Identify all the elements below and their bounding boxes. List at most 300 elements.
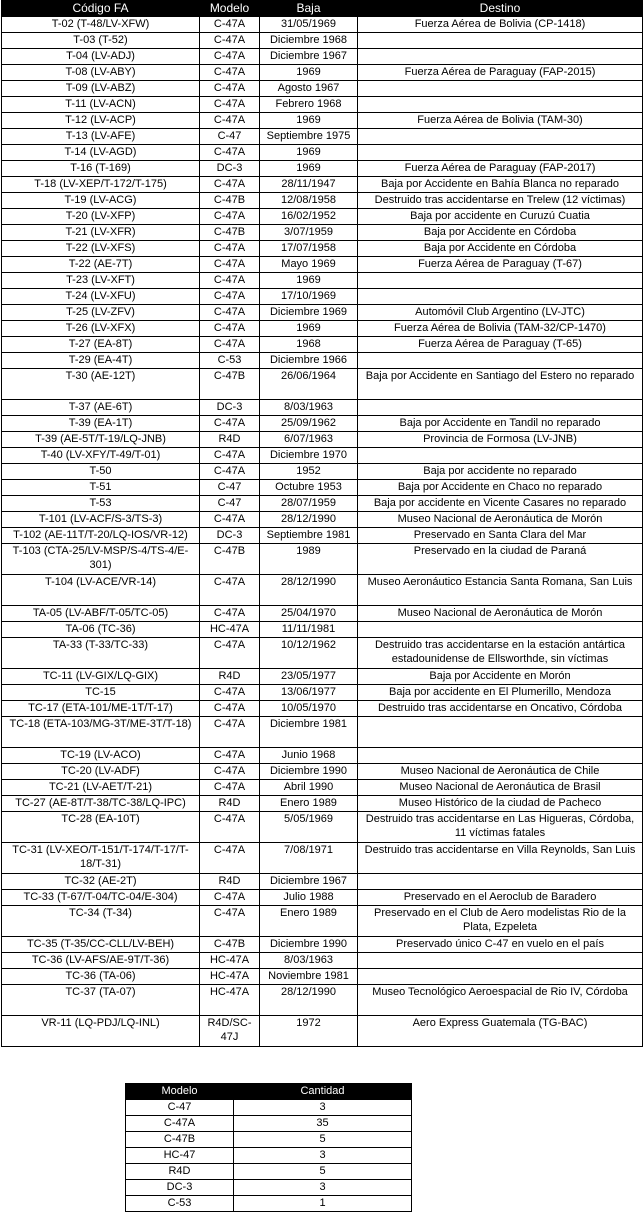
- baja-cell: Diciembre 1967: [260, 874, 358, 890]
- destino-cell: Museo Nacional de Aeronáutica de Morón: [358, 606, 643, 622]
- modelo-cell: C-47A: [200, 33, 260, 49]
- modelo-cell: C-47A: [200, 257, 260, 273]
- baja-cell: 13/06/1977: [260, 685, 358, 701]
- aircraft-table-header-row: [2, 1, 643, 17]
- aircraft-table-body: [2, 17, 643, 1047]
- summary-header-cantidad: Cantidad: [234, 1084, 412, 1100]
- baja-cell: Enero 1989: [260, 906, 358, 937]
- codigo-fa-cell: TC-31 (LV-XEO/T-151/T-174/T-17/T-18/T-31): [2, 843, 200, 874]
- modelo-cell: C-47A: [200, 764, 260, 780]
- destino-cell: [358, 874, 643, 890]
- summary-row: [126, 1196, 412, 1212]
- modelo-cell: HC-47A: [200, 622, 260, 638]
- destino-cell: Preservado en Santa Clara del Mar: [358, 528, 643, 544]
- modelo-cell: C-47A: [200, 464, 260, 480]
- modelo-cell: C-47A: [200, 890, 260, 906]
- modelo-cell: C-47: [200, 129, 260, 145]
- table-row: [2, 890, 643, 906]
- codigo-fa-cell: T-13 (LV-AFE): [2, 129, 200, 145]
- baja-cell: 1969: [260, 65, 358, 81]
- baja-cell: 28/07/1959: [260, 496, 358, 512]
- baja-cell: 28/11/1947: [260, 177, 358, 193]
- table-row: [2, 717, 643, 748]
- destino-cell: Baja por Accidente en Chaco no reparado: [358, 480, 643, 496]
- codigo-fa-cell: T-20 (LV-XFP): [2, 209, 200, 225]
- destino-cell: Destruido tras accidentarse en Las Higueras, Córdoba, 11 víctimas fatales: [358, 812, 643, 843]
- destino-cell: Fuerza Aérea de Paraguay (T-67): [358, 257, 643, 273]
- table-row: [2, 764, 643, 780]
- table-row: [2, 209, 643, 225]
- codigo-fa-cell: T-39 (AE-5T/T-19/LQ-JNB): [2, 432, 200, 448]
- baja-cell: 25/09/1962: [260, 416, 358, 432]
- table-row: [2, 985, 643, 1016]
- codigo-fa-cell: T-22 (LV-XFS): [2, 241, 200, 257]
- table-row: [2, 780, 643, 796]
- destino-cell: Preservado en el Aeroclub de Baradero: [358, 890, 643, 906]
- destino-cell: Fuerza Aérea de Paraguay (FAP-2015): [358, 65, 643, 81]
- codigo-fa-cell: T-24 (LV-XFU): [2, 289, 200, 305]
- destino-cell: Baja por accidente en Vicente Casares no reparado: [358, 496, 643, 512]
- summary-cantidad-cell: 3: [234, 1180, 412, 1196]
- baja-cell: 1969: [260, 113, 358, 129]
- modelo-cell: C-47A: [200, 512, 260, 528]
- summary-row: [126, 1132, 412, 1148]
- codigo-fa-cell: T-25 (LV-ZFV): [2, 305, 200, 321]
- modelo-cell: R4D: [200, 874, 260, 890]
- modelo-cell: C-47A: [200, 305, 260, 321]
- destino-cell: [358, 969, 643, 985]
- baja-cell: 10/12/1962: [260, 638, 358, 669]
- modelo-cell: C-47A: [200, 906, 260, 937]
- codigo-fa-cell: T-14 (LV-AGD): [2, 145, 200, 161]
- table-row: [2, 575, 643, 606]
- modelo-cell: C-47B: [200, 193, 260, 209]
- modelo-cell: C-47A: [200, 416, 260, 432]
- modelo-cell: C-47A: [200, 638, 260, 669]
- destino-cell: Baja por accidente no reparado: [358, 464, 643, 480]
- table-row: [2, 906, 643, 937]
- table-row: [2, 544, 643, 575]
- destino-cell: Museo Nacional de Aeronáutica de Morón: [358, 512, 643, 528]
- codigo-fa-cell: TC-36 (TA-06): [2, 969, 200, 985]
- table-row: [2, 685, 643, 701]
- table-row: [2, 337, 643, 353]
- baja-cell: 12/08/1958: [260, 193, 358, 209]
- table-row: [2, 432, 643, 448]
- codigo-fa-cell: T-102 (AE-11T/T-20/LQ-IOS/VR-12): [2, 528, 200, 544]
- modelo-cell: C-47A: [200, 145, 260, 161]
- codigo-fa-cell: T-51: [2, 480, 200, 496]
- destino-cell: Baja por Accidente en Bahía Blanca no reparado: [358, 177, 643, 193]
- baja-cell: Diciembre 1990: [260, 937, 358, 953]
- table-row: [2, 65, 643, 81]
- table-row: [2, 177, 643, 193]
- table-row: [2, 97, 643, 113]
- table-row: [2, 241, 643, 257]
- modelo-cell: R4D/SC-47J: [200, 1016, 260, 1047]
- destino-cell: Preservado en el Club de Aero modelistas Rio de la Plata, Ezpeleta: [358, 906, 643, 937]
- modelo-cell: C-47B: [200, 937, 260, 953]
- table-row: [2, 33, 643, 49]
- table-row: [2, 369, 643, 400]
- modelo-cell: C-47A: [200, 575, 260, 606]
- destino-cell: Aero Express Guatemala (TG-BAC): [358, 1016, 643, 1047]
- modelo-cell: C-47A: [200, 448, 260, 464]
- destino-cell: Baja por Accidente en Córdoba: [358, 241, 643, 257]
- table-row: [2, 843, 643, 874]
- destino-cell: Preservado en la ciudad de Paraná: [358, 544, 643, 575]
- table-row: [2, 257, 643, 273]
- table-row: [2, 669, 643, 685]
- codigo-fa-cell: T-21 (LV-XFR): [2, 225, 200, 241]
- summary-modelo-cell: DC-3: [126, 1180, 234, 1196]
- baja-cell: 7/08/1971: [260, 843, 358, 874]
- table-row: [2, 512, 643, 528]
- baja-cell: 1969: [260, 161, 358, 177]
- table-row: [2, 638, 643, 669]
- codigo-fa-cell: T-104 (LV-ACE/VR-14): [2, 575, 200, 606]
- header-baja: Baja: [260, 1, 358, 17]
- modelo-cell: C-47A: [200, 717, 260, 748]
- destino-cell: Fuerza Aérea de Paraguay (T-65): [358, 337, 643, 353]
- modelo-cell: R4D: [200, 669, 260, 685]
- summary-modelo-cell: C-53: [126, 1196, 234, 1212]
- baja-cell: Diciembre 1967: [260, 49, 358, 65]
- baja-cell: Diciembre 1970: [260, 448, 358, 464]
- codigo-fa-cell: TC-37 (TA-07): [2, 985, 200, 1016]
- codigo-fa-cell: TA-06 (TC-36): [2, 622, 200, 638]
- baja-cell: Abril 1990: [260, 780, 358, 796]
- summary-row: [126, 1148, 412, 1164]
- codigo-fa-cell: T-08 (LV-ABY): [2, 65, 200, 81]
- header-codigo-fa: Código FA: [2, 1, 200, 17]
- baja-cell: 5/05/1969: [260, 812, 358, 843]
- destino-cell: [358, 33, 643, 49]
- baja-cell: 8/03/1963: [260, 953, 358, 969]
- codigo-fa-cell: T-27 (EA-8T): [2, 337, 200, 353]
- summary-modelo-cell: R4D: [126, 1164, 234, 1180]
- modelo-cell: C-47A: [200, 113, 260, 129]
- baja-cell: 31/05/1969: [260, 17, 358, 33]
- destino-cell: Fuerza Aérea de Bolivia (TAM-32/CP-1470): [358, 321, 643, 337]
- baja-cell: 28/12/1990: [260, 575, 358, 606]
- modelo-cell: C-47A: [200, 273, 260, 289]
- modelo-cell: C-53: [200, 353, 260, 369]
- table-row: [2, 480, 643, 496]
- baja-cell: 25/04/1970: [260, 606, 358, 622]
- modelo-cell: C-47B: [200, 369, 260, 400]
- summary-cantidad-cell: 35: [234, 1116, 412, 1132]
- summary-row: [126, 1180, 412, 1196]
- codigo-fa-cell: TC-19 (LV-ACO): [2, 748, 200, 764]
- codigo-fa-cell: T-103 (CTA-25/LV-MSP/S-4/TS-4/E-301): [2, 544, 200, 575]
- destino-cell: Museo Nacional de Aeronáutica de Chile: [358, 764, 643, 780]
- codigo-fa-cell: T-02 (T-48/LV-XFW): [2, 17, 200, 33]
- destino-cell: Preservado único C-47 en vuelo en el país: [358, 937, 643, 953]
- table-row: [2, 464, 643, 480]
- baja-cell: Septiembre 1975: [260, 129, 358, 145]
- modelo-cell: DC-3: [200, 161, 260, 177]
- summary-cantidad-cell: 3: [234, 1148, 412, 1164]
- table-row: [2, 193, 643, 209]
- table-row: [2, 812, 643, 843]
- table-row: [2, 225, 643, 241]
- table-row: [2, 448, 643, 464]
- modelo-cell: HC-47A: [200, 969, 260, 985]
- codigo-fa-cell: T-11 (LV-ACN): [2, 97, 200, 113]
- baja-cell: 1968: [260, 337, 358, 353]
- modelo-cell: C-47A: [200, 65, 260, 81]
- modelo-cell: C-47A: [200, 177, 260, 193]
- baja-cell: Febrero 1968: [260, 97, 358, 113]
- destino-cell: Baja por Accidente en Tandil no reparado: [358, 416, 643, 432]
- codigo-fa-cell: TC-20 (LV-ADF): [2, 764, 200, 780]
- model-summary-table: [125, 1083, 412, 1212]
- codigo-fa-cell: T-50: [2, 464, 200, 480]
- destino-cell: [358, 448, 643, 464]
- modelo-cell: C-47A: [200, 49, 260, 65]
- baja-cell: Diciembre 1968: [260, 33, 358, 49]
- destino-cell: Baja por Accidente en Córdoba: [358, 225, 643, 241]
- baja-cell: 1989: [260, 544, 358, 575]
- codigo-fa-cell: TC-35 (T-35/CC-CLL/LV-BEH): [2, 937, 200, 953]
- table-row: [2, 796, 643, 812]
- modelo-cell: C-47A: [200, 97, 260, 113]
- baja-cell: 1952: [260, 464, 358, 480]
- codigo-fa-cell: TC-17 (ETA-101/ME-1T/T-17): [2, 701, 200, 717]
- destino-cell: Baja por accidente en El Plumerillo, Mendoza: [358, 685, 643, 701]
- table-row: [2, 113, 643, 129]
- destino-cell: [358, 289, 643, 305]
- destino-cell: Destruido tras accidentarse en la estación antártica estadounidense de Ellsworthde, sin víctimas: [358, 638, 643, 669]
- destino-cell: Baja por Accidente en Santiago del Estero no reparado: [358, 369, 643, 400]
- codigo-fa-cell: T-04 (LV-ADJ): [2, 49, 200, 65]
- modelo-cell: C-47A: [200, 606, 260, 622]
- modelo-cell: R4D: [200, 432, 260, 448]
- destino-cell: Fuerza Aérea de Paraguay (FAP-2017): [358, 161, 643, 177]
- modelo-cell: C-47A: [200, 17, 260, 33]
- destino-cell: Museo Nacional de Aeronáutica de Brasil: [358, 780, 643, 796]
- modelo-cell: C-47A: [200, 701, 260, 717]
- summary-row: [126, 1100, 412, 1116]
- table-row: [2, 17, 643, 33]
- codigo-fa-cell: TC-18 (ETA-103/MG-3T/ME-3T/T-18): [2, 717, 200, 748]
- table-row: [2, 748, 643, 764]
- aircraft-table: [1, 0, 643, 1047]
- codigo-fa-cell: T-30 (AE-12T): [2, 369, 200, 400]
- destino-cell: [358, 748, 643, 764]
- table-row: [2, 874, 643, 890]
- destino-cell: Museo Aeronáutico Estancia Santa Romana, San Luis: [358, 575, 643, 606]
- codigo-fa-cell: T-09 (LV-ABZ): [2, 81, 200, 97]
- destino-cell: [358, 81, 643, 97]
- baja-cell: 26/06/1964: [260, 369, 358, 400]
- codigo-fa-cell: TC-32 (AE-2T): [2, 874, 200, 890]
- baja-cell: 1969: [260, 145, 358, 161]
- table-row: [2, 273, 643, 289]
- summary-modelo-cell: C-47B: [126, 1132, 234, 1148]
- baja-cell: Diciembre 1981: [260, 717, 358, 748]
- baja-cell: 28/12/1990: [260, 985, 358, 1016]
- destino-cell: [358, 622, 643, 638]
- codigo-fa-cell: T-16 (T-169): [2, 161, 200, 177]
- summary-cantidad-cell: 3: [234, 1100, 412, 1116]
- table-row: [2, 305, 643, 321]
- modelo-cell: C-47A: [200, 843, 260, 874]
- baja-cell: Diciembre 1990: [260, 764, 358, 780]
- summary-modelo-cell: HC-47: [126, 1148, 234, 1164]
- summary-table-body: [126, 1100, 412, 1212]
- baja-cell: Julio 1988: [260, 890, 358, 906]
- codigo-fa-cell: T-40 (LV-XFY/T-49/T-01): [2, 448, 200, 464]
- codigo-fa-cell: TA-33 (T-33/TC-33): [2, 638, 200, 669]
- baja-cell: 8/03/1963: [260, 400, 358, 416]
- destino-cell: [358, 145, 643, 161]
- table-row: [2, 49, 643, 65]
- table-row: [2, 528, 643, 544]
- codigo-fa-cell: T-101 (LV-ACF/S-3/TS-3): [2, 512, 200, 528]
- destino-cell: Baja por Accidente en Morón: [358, 669, 643, 685]
- modelo-cell: DC-3: [200, 400, 260, 416]
- baja-cell: 17/07/1958: [260, 241, 358, 257]
- modelo-cell: C-47A: [200, 209, 260, 225]
- destino-cell: Destruido tras accidentarse en Trelew (12 víctimas): [358, 193, 643, 209]
- table-row: [2, 81, 643, 97]
- baja-cell: Noviembre 1981: [260, 969, 358, 985]
- summary-row: [126, 1164, 412, 1180]
- codigo-fa-cell: T-39 (EA-1T): [2, 416, 200, 432]
- destino-cell: [358, 953, 643, 969]
- summary-cantidad-cell: 1: [234, 1196, 412, 1212]
- baja-cell: 16/02/1952: [260, 209, 358, 225]
- destino-cell: [358, 717, 643, 748]
- modelo-cell: C-47A: [200, 321, 260, 337]
- table-row: [2, 161, 643, 177]
- baja-cell: Enero 1989: [260, 796, 358, 812]
- codigo-fa-cell: TC-33 (T-67/T-04/TC-04/E-304): [2, 890, 200, 906]
- summary-header-row: [126, 1084, 412, 1100]
- modelo-cell: R4D: [200, 796, 260, 812]
- codigo-fa-cell: T-19 (LV-ACG): [2, 193, 200, 209]
- modelo-cell: C-47: [200, 480, 260, 496]
- table-row: [2, 953, 643, 969]
- codigo-fa-cell: TC-15: [2, 685, 200, 701]
- baja-cell: 11/11/1981: [260, 622, 358, 638]
- baja-cell: Agosto 1967: [260, 81, 358, 97]
- baja-cell: Diciembre 1966: [260, 353, 358, 369]
- baja-cell: 1969: [260, 273, 358, 289]
- summary-modelo-cell: C-47: [126, 1100, 234, 1116]
- table-row: [2, 622, 643, 638]
- destino-cell: Provincia de Formosa (LV-JNB): [358, 432, 643, 448]
- destino-cell: Fuerza Aérea de Bolivia (CP-1418): [358, 17, 643, 33]
- codigo-fa-cell: T-03 (T-52): [2, 33, 200, 49]
- modelo-cell: DC-3: [200, 528, 260, 544]
- table-row: [2, 1016, 643, 1047]
- header-modelo: Modelo: [200, 1, 260, 17]
- table-row: [2, 937, 643, 953]
- destino-cell: [358, 273, 643, 289]
- destino-cell: Fuerza Aérea de Bolivia (TAM-30): [358, 113, 643, 129]
- baja-cell: 1972: [260, 1016, 358, 1047]
- table-row: [2, 289, 643, 305]
- table-row: [2, 606, 643, 622]
- modelo-cell: HC-47A: [200, 953, 260, 969]
- baja-cell: 1969: [260, 321, 358, 337]
- destino-cell: [358, 97, 643, 113]
- destino-cell: Destruido tras accidentarse en Oncativo, Córdoba: [358, 701, 643, 717]
- baja-cell: Junio 1968: [260, 748, 358, 764]
- baja-cell: 28/12/1990: [260, 512, 358, 528]
- modelo-cell: C-47A: [200, 748, 260, 764]
- baja-cell: Diciembre 1969: [260, 305, 358, 321]
- codigo-fa-cell: TC-27 (AE-8T/T-38/TC-38/LQ-IPC): [2, 796, 200, 812]
- summary-row: [126, 1116, 412, 1132]
- codigo-fa-cell: TC-21 (LV-AET/T-21): [2, 780, 200, 796]
- table-row: [2, 701, 643, 717]
- modelo-cell: C-47A: [200, 81, 260, 97]
- codigo-fa-cell: TC-34 (T-34): [2, 906, 200, 937]
- destino-cell: Museo Histórico de la ciudad de Pacheco: [358, 796, 643, 812]
- codigo-fa-cell: T-37 (AE-6T): [2, 400, 200, 416]
- codigo-fa-cell: T-22 (AE-7T): [2, 257, 200, 273]
- baja-cell: 10/05/1970: [260, 701, 358, 717]
- codigo-fa-cell: VR-11 (LQ-PDJ/LQ-INL): [2, 1016, 200, 1047]
- destino-cell: Baja por accidente en Curuzú Cuatia: [358, 209, 643, 225]
- baja-cell: 3/07/1959: [260, 225, 358, 241]
- baja-cell: Mayo 1969: [260, 257, 358, 273]
- codigo-fa-cell: TA-05 (LV-ABF/T-05/TC-05): [2, 606, 200, 622]
- table-row: [2, 496, 643, 512]
- destino-cell: [358, 353, 643, 369]
- table-row: [2, 321, 643, 337]
- destino-cell: Automóvil Club Argentino (LV-JTC): [358, 305, 643, 321]
- table-row: [2, 416, 643, 432]
- modelo-cell: C-47A: [200, 812, 260, 843]
- destino-cell: [358, 129, 643, 145]
- summary-modelo-cell: C-47A: [126, 1116, 234, 1132]
- codigo-fa-cell: T-53: [2, 496, 200, 512]
- baja-cell: 6/07/1963: [260, 432, 358, 448]
- codigo-fa-cell: T-23 (LV-XFT): [2, 273, 200, 289]
- table-row: [2, 969, 643, 985]
- baja-cell: 23/05/1977: [260, 669, 358, 685]
- summary-cantidad-cell: 5: [234, 1164, 412, 1180]
- table-row: [2, 400, 643, 416]
- modelo-cell: C-47A: [200, 289, 260, 305]
- modelo-cell: C-47A: [200, 241, 260, 257]
- baja-cell: Octubre 1953: [260, 480, 358, 496]
- table-row: [2, 353, 643, 369]
- codigo-fa-cell: T-26 (LV-XFX): [2, 321, 200, 337]
- summary-cantidad-cell: 5: [234, 1132, 412, 1148]
- summary-header-modelo: Modelo: [126, 1084, 234, 1100]
- modelo-cell: C-47A: [200, 685, 260, 701]
- codigo-fa-cell: T-29 (EA-4T): [2, 353, 200, 369]
- codigo-fa-cell: T-18 (LV-XEP/T-172/T-175): [2, 177, 200, 193]
- baja-cell: 17/10/1969: [260, 289, 358, 305]
- codigo-fa-cell: TC-11 (LV-GIX/LQ-GIX): [2, 669, 200, 685]
- codigo-fa-cell: TC-36 (LV-AFS/AE-9T/T-36): [2, 953, 200, 969]
- codigo-fa-cell: T-12 (LV-ACP): [2, 113, 200, 129]
- modelo-cell: C-47B: [200, 544, 260, 575]
- table-row: [2, 129, 643, 145]
- modelo-cell: C-47: [200, 496, 260, 512]
- modelo-cell: C-47B: [200, 225, 260, 241]
- baja-cell: Septiembre 1981: [260, 528, 358, 544]
- modelo-cell: HC-47A: [200, 985, 260, 1016]
- destino-cell: Museo Tecnológico Aeroespacial de Rio IV, Córdoba: [358, 985, 643, 1016]
